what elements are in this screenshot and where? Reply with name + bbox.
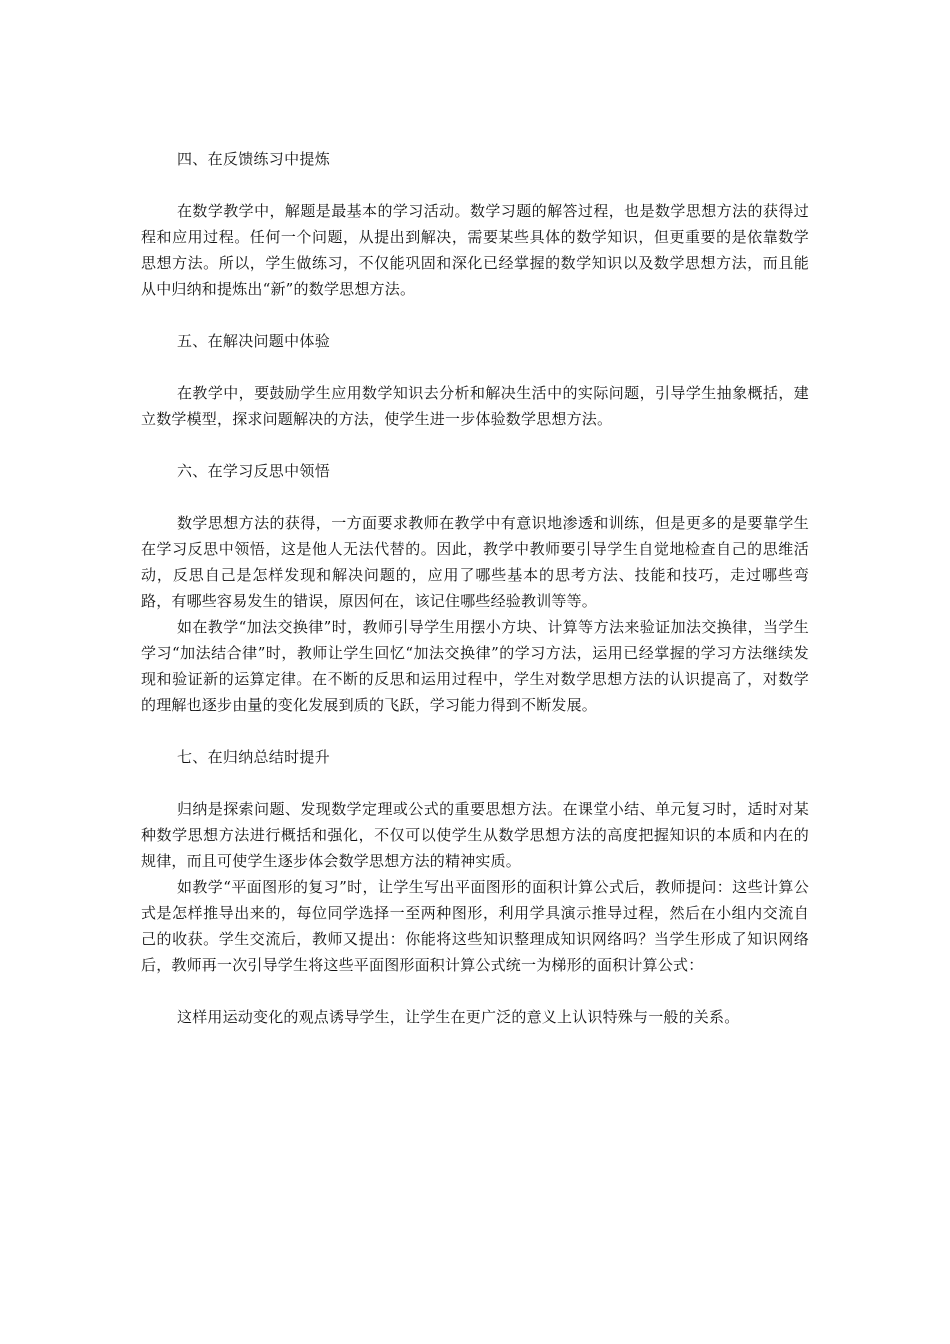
section-heading-5: 五、在解决问题中体验 <box>177 332 331 350</box>
section-heading-7: 七、在归纳总结时提升 <box>177 748 331 766</box>
section-6-paragraph-2: 如在教学“加法交换律”时，教师引导学生用摆小方块、计算等方法来验证加法交换律，当学生学习“加法结合律”时，教师让学生回忆“加法交换律”的学习方法，运用已经掌握的学习方法继续发现和验证新的运算定律。在不断的反思和运用过程中，学生对数学思想方法的认识提高了，对数学的理解也逐步由量的变化发展到质的飞跃，学习能力得到不断发展。 <box>141 618 809 714</box>
section-heading-4: 四、在反馈练习中提炼 <box>177 150 331 168</box>
section-4-paragraph-1: 在数学教学中，解题是最基本的学习活动。数学习题的解答过程，也是数学思想方法的获得过程和应用过程。任何一个问题，从提出到解决，需要某些具体的数学知识，但更重要的是依靠数学思想方法。所以，学生做练习，不仅能巩固和深化已经掌握的数学知识以及数学思想方法，而且能从中归纳和提炼出“新”的数学思想方法。 <box>141 202 809 298</box>
section-5-paragraph-1: 在教学中，要鼓励学生应用数学知识去分析和解决生活中的实际问题，引导学生抽象概括，建立数学模型，探求问题解决的方法，使学生进一步体验数学思想方法。 <box>141 384 809 428</box>
section-heading-6: 六、在学习反思中领悟 <box>177 462 331 480</box>
document-body <box>141 146 809 1030</box>
closing-paragraph: 这样用运动变化的观点诱导学生，让学生在更广泛的意义上认识特殊与一般的关系。 <box>177 1008 740 1026</box>
section-7-paragraph-1: 归纳是探索问题、发现数学定理或公式的重要思想方法。在课堂小结、单元复习时，适时对某种数学思想方法进行概括和强化，不仅可以使学生从数学思想方法的高度把握知识的本质和内在的规律，而且可使学生逐步体会数学思想方法的精神实质。 <box>141 800 809 870</box>
section-7-paragraph-2: 如教学“平面图形的复习”时，让学生写出平面图形的面积计算公式后，教师提问：这些计算公式是怎样推导出来的，每位同学选择一至两种图形，利用学具演示推导过程，然后在小组内交流自己的收获。学生交流后，教师又提出：你能将这些知识整理成知识网络吗？当学生形成了知识网络后，教师再一次引导学生将这些平面图形面积计算公式统一为梯形的面积计算公式： <box>141 878 809 974</box>
section-6-paragraph-1: 数学思想方法的获得，一方面要求教师在教学中有意识地渗透和训练，但是更多的是要靠学生在学习反思中领悟，这是他人无法代替的。因此，教学中教师要引导学生自觉地检查自己的思维活动，反思自己是怎样发现和解决问题的，应用了哪些基本的思考方法、技能和技巧，走过哪些弯路，有哪些容易发生的错误，原因何在，该记住哪些经验教训等等。 <box>141 514 809 610</box>
